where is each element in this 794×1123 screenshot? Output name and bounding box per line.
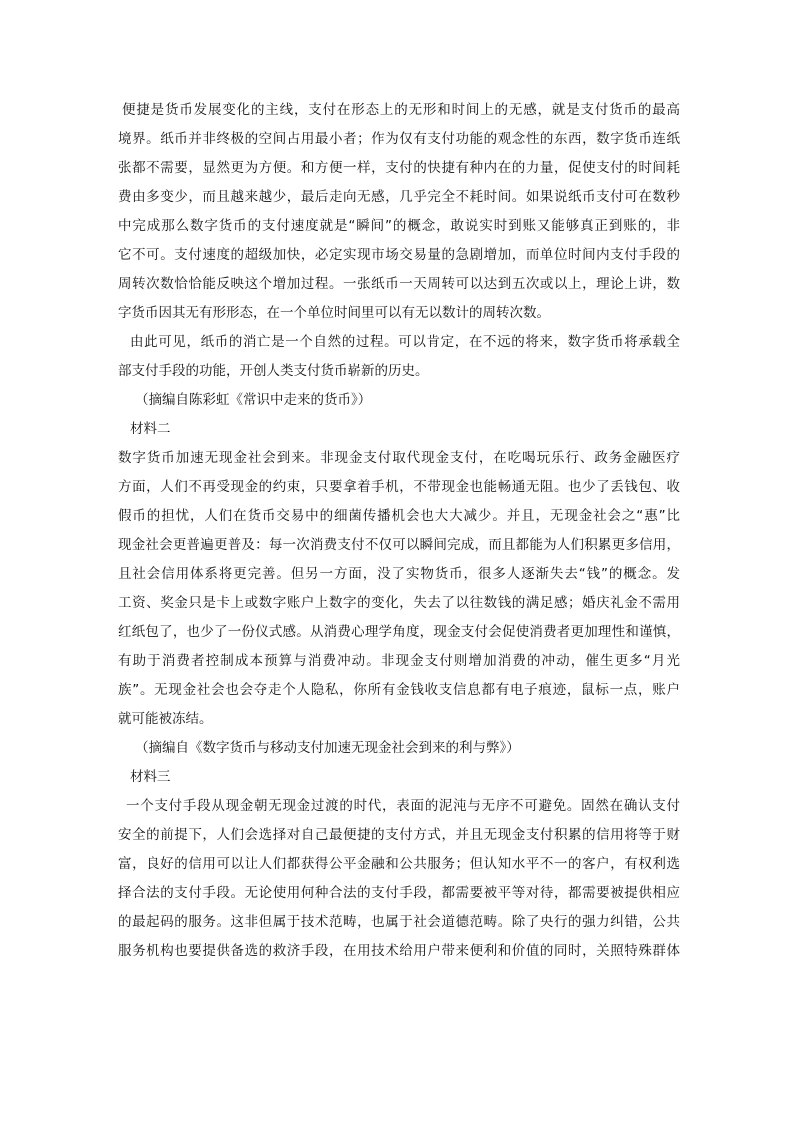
text-line: 由此可见，纸币的消亡是一个自然的过程。可以肯定，在不远的将来，数字货币将承载全 bbox=[130, 334, 680, 350]
text-line: 就可能被冻结。 bbox=[118, 711, 213, 727]
paragraph bbox=[118, 792, 680, 966]
text-line: 便捷是货币发展变化的主线，支付在形态上的无形和时间上的无感，就是支付货币的最高 bbox=[122, 102, 680, 118]
text-line: 红纸包了，也少了一份仪式感。从消费心理学角度，现金支付会促使消费者更加理性和谨慎， bbox=[118, 624, 680, 640]
text-line: 的最起码的服务。这非但属于技术范畴，也属于社会道德范畴。除了央行的强力纠错，公共 bbox=[118, 914, 680, 930]
text-line: 择合法的支付手段。无论使用何种合法的支付手段，都需要被平等对待，都需要被提供相应 bbox=[118, 885, 680, 901]
paragraph bbox=[118, 328, 680, 386]
source-citation: （摘编自陈彩虹《常识中走来的货币》） bbox=[135, 392, 372, 408]
text-line: 服务机构也要提供备选的救济手段，在用技术给用户带来便利和价值的同时，关照特殊群体 bbox=[118, 943, 680, 959]
text-line: 它不可。支付速度的超级加快，必定实现市场交易量的急剧增加，而单位时间内支付手段的 bbox=[118, 247, 680, 263]
paragraph bbox=[118, 96, 680, 328]
text-line: 方面，人们不再受现金的约束，只要拿着手机，不带现金也能畅通无阻。也少了丢钱包、收 bbox=[118, 479, 680, 495]
text-line: 数字货币加速无现金社会到来。非现金支付取代现金支付，在吃喝玩乐行、政务金融医疗 bbox=[118, 450, 680, 466]
text-line: 中完成那么数字货币的支付速度就是“瞬间”的概念，敢说实时到账又能够真正到账的，非 bbox=[118, 218, 680, 234]
text-line: 工资、奖金只是卡上或数字账户上数字的变化，失去了以往数钱的满足感；婚庆礼金不需用 bbox=[118, 595, 680, 611]
text-line: 张都不需要，显然更为方便。和方便一样，支付的快捷有种内在的力量，促使支付的时间耗 bbox=[118, 160, 680, 176]
text-line: 一个支付手段从现金朝无现金过渡的时代，表面的泥沌与无序不可避免。固然在确认支付 bbox=[126, 798, 680, 814]
text-line: 部支付手段的功能，开创人类支付货币崭新的历史。 bbox=[118, 363, 429, 379]
text-line: 族”。无现金社会也会夺走个人隐私，你所有金钱收支信息都有电子痕迹，鼠标一点，账户 bbox=[118, 682, 680, 698]
section-heading: 材料二 bbox=[130, 421, 171, 437]
text-line: 富，良好的信用可以让人们都获得公平金融和公共服务；但认知水平不一的客户，有权利选 bbox=[118, 856, 680, 872]
text-line: 境界。纸币并非终极的空间占用最小者；作为仅有支付功能的观念性的东西，数字货币连纸 bbox=[118, 131, 680, 147]
source-citation: （摘编自《数字货币与移动支付加速无现金社会到来的利与弊》） bbox=[135, 740, 520, 756]
text-line: 字货币因其无有形形态，在一个单位时间里可以有无以数计的周转次数。 bbox=[118, 305, 550, 321]
text-line: 现金社会更普遍更普及：每一次消费支付不仅可以瞬间完成，而且都能为人们积累更多信用， bbox=[118, 537, 680, 553]
text-line: 安全的前提下，人们会选择对自己最便捷的支付方式，并且无现金支付积累的信用将等于财 bbox=[118, 827, 680, 843]
text-line: 有助于消费者控制成本预算与消费冲动。非现金支付则增加消费的冲动，催生更多“月光 bbox=[118, 653, 680, 669]
document-body bbox=[118, 96, 680, 966]
paragraph bbox=[118, 444, 680, 734]
text-line: 周转次数恰恰能反映这个增加过程。一张纸币一天周转可以达到五次或以上，理论上讲，数 bbox=[118, 276, 680, 292]
text-line: 假币的担忧，人们在货币交易中的细菌传播机会也大大减少。并且，无现金社会之“惠”比 bbox=[118, 508, 680, 524]
section-heading: 材料三 bbox=[130, 769, 171, 785]
text-line: 费由多变少，而且越来越少，最后走向无感，几乎完全不耗时间。如果说纸币支付可在数秒 bbox=[118, 189, 680, 205]
text-line: 且社会信用体系将更完善。但另一方面，没了实物货币，很多人逐渐失去“钱”的概念。发 bbox=[118, 566, 680, 582]
